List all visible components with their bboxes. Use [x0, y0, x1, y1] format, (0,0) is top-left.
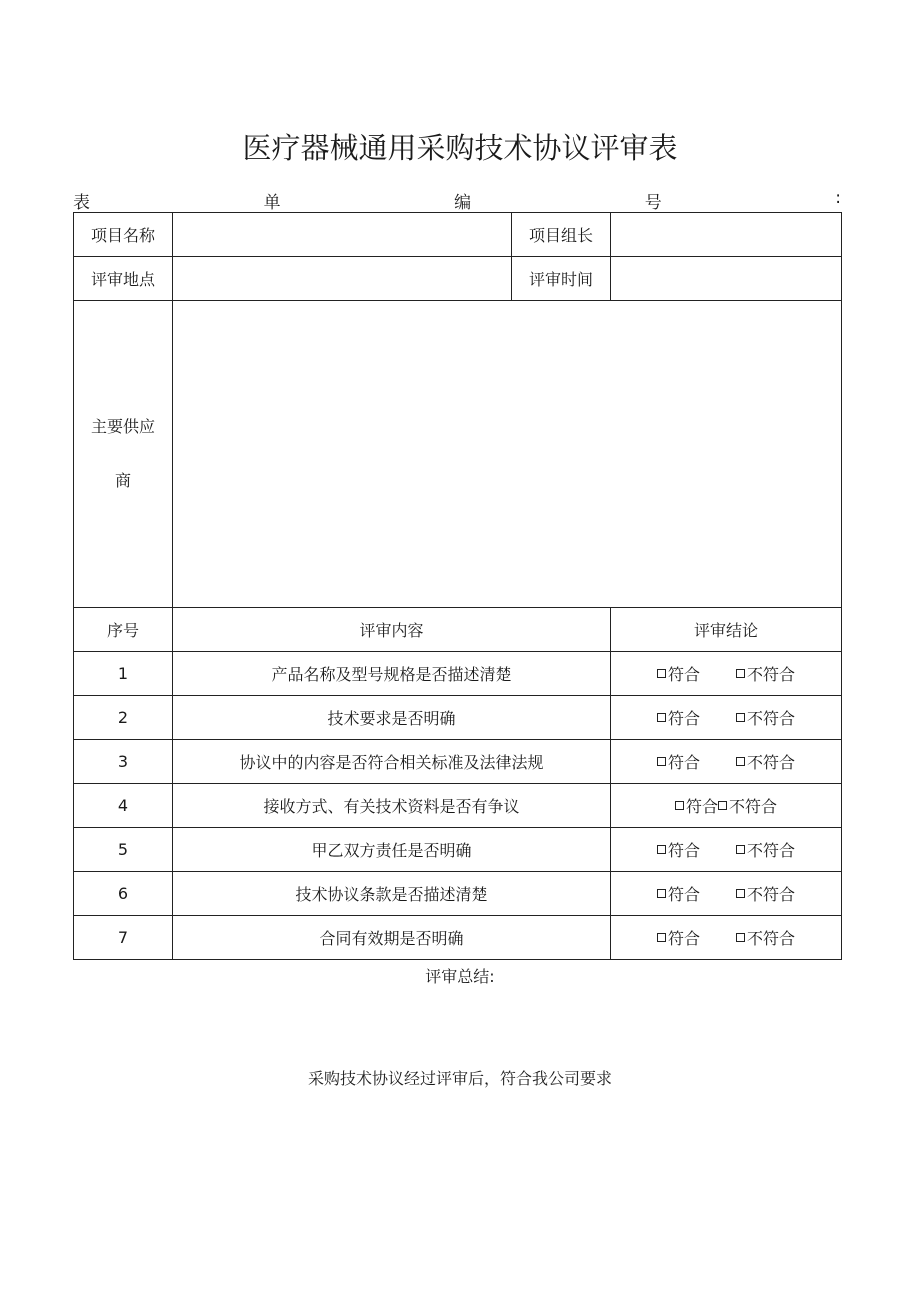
- row-index: 4: [74, 784, 173, 828]
- row-index: 3: [74, 740, 173, 784]
- row-content: 技术要求是否明确: [173, 696, 611, 740]
- checkbox-yes[interactable]: [657, 713, 666, 722]
- row-conclusion: [611, 872, 842, 916]
- checkbox-yes[interactable]: [657, 933, 666, 942]
- project-row: [74, 213, 842, 257]
- review-table-header: [74, 608, 842, 652]
- option-yes[interactable]: [657, 926, 700, 949]
- suppliers-label-line2: 商: [114, 471, 131, 490]
- option-yes[interactable]: [657, 750, 700, 773]
- option-label-yes: 符合: [668, 841, 701, 860]
- option-label-no: 不符合: [747, 885, 796, 904]
- form-number-char: :: [835, 188, 841, 208]
- option-label-yes: 符合: [668, 885, 701, 904]
- conclusion-options: [657, 838, 795, 861]
- option-no[interactable]: [736, 662, 795, 685]
- checkbox-yes[interactable]: [657, 669, 666, 678]
- row-content: 产品名称及型号规格是否描述清楚: [173, 652, 611, 696]
- project-name-label: 项目名称: [74, 213, 173, 257]
- row-content: 协议中的内容是否符合相关标准及法律法规: [173, 740, 611, 784]
- suppliers-row: [74, 301, 842, 608]
- page-title: 医疗器械通用采购技术协议评审表: [242, 131, 678, 165]
- project-name-field[interactable]: [173, 213, 512, 257]
- row-conclusion: [611, 828, 842, 872]
- conclusion-options: [657, 662, 795, 685]
- table-row: [74, 916, 842, 960]
- option-label-yes: 符合: [686, 797, 719, 816]
- option-label-yes: 符合: [668, 929, 701, 948]
- option-label-yes: 符合: [668, 665, 701, 684]
- row-content: 接收方式、有关技术资料是否有争议: [173, 784, 611, 828]
- form-number-char: 表: [73, 193, 90, 213]
- review-time-label: 评审时间: [512, 257, 611, 301]
- header-index: 序号: [74, 608, 173, 652]
- row-index: 7: [74, 916, 173, 960]
- review-location-field[interactable]: [173, 257, 512, 301]
- option-no[interactable]: [736, 750, 795, 773]
- location-row: [74, 257, 842, 301]
- checkbox-no[interactable]: [736, 669, 745, 678]
- table-row: [74, 828, 842, 872]
- conclusion-options: [675, 794, 777, 817]
- checkbox-yes[interactable]: [657, 845, 666, 854]
- option-no[interactable]: [736, 706, 795, 729]
- option-label-no: 不符合: [747, 841, 796, 860]
- conclusion-options: [657, 926, 795, 949]
- option-label-no: 不符合: [747, 665, 796, 684]
- row-conclusion: [611, 916, 842, 960]
- option-yes[interactable]: [657, 882, 700, 905]
- row-content: 合同有效期是否明确: [173, 916, 611, 960]
- form-number-char: 号: [644, 193, 662, 213]
- option-no[interactable]: [736, 838, 795, 861]
- summary-text: 采购技术协议经过评审后，符合我公司要求: [307, 1069, 612, 1088]
- table-row: [74, 652, 842, 696]
- project-leader-label: 项目组长: [512, 213, 611, 257]
- option-yes[interactable]: [657, 662, 700, 685]
- checkbox-no[interactable]: [736, 757, 745, 766]
- row-content: 甲乙双方责任是否明确: [173, 828, 611, 872]
- header-conclusion: 评审结论: [611, 608, 842, 652]
- checkbox-yes[interactable]: [675, 801, 684, 810]
- option-label-yes: 符合: [668, 709, 701, 728]
- checkbox-no[interactable]: [736, 889, 745, 898]
- option-label-yes: 符合: [668, 753, 701, 772]
- summary-label: 评审总结:: [425, 967, 495, 986]
- row-conclusion: [611, 784, 842, 828]
- row-conclusion: [611, 696, 842, 740]
- form-number-label: [73, 188, 841, 213]
- row-content: 技术协议条款是否描述清楚: [173, 872, 611, 916]
- row-index: 6: [74, 872, 173, 916]
- suppliers-label: [74, 301, 173, 608]
- option-no[interactable]: [736, 882, 795, 905]
- row-index: 1: [74, 652, 173, 696]
- header-content: 评审内容: [173, 608, 611, 652]
- table-row: [74, 740, 842, 784]
- table-row: [74, 784, 842, 828]
- suppliers-label-line1: 主要供应: [90, 417, 155, 436]
- checkbox-no[interactable]: [736, 713, 745, 722]
- option-no[interactable]: [736, 926, 795, 949]
- review-time-field[interactable]: [611, 257, 842, 301]
- option-no[interactable]: [718, 794, 777, 817]
- row-conclusion: [611, 740, 842, 784]
- checkbox-yes[interactable]: [657, 757, 666, 766]
- row-index: 5: [74, 828, 173, 872]
- suppliers-field[interactable]: [173, 301, 842, 608]
- conclusion-options: [657, 706, 795, 729]
- project-leader-field[interactable]: [611, 213, 842, 257]
- option-yes[interactable]: [657, 706, 700, 729]
- option-label-no: 不符合: [729, 797, 778, 816]
- row-index: 2: [74, 696, 173, 740]
- checkbox-yes[interactable]: [657, 889, 666, 898]
- option-label-no: 不符合: [747, 753, 796, 772]
- conclusion-options: [657, 882, 795, 905]
- option-yes[interactable]: [675, 794, 718, 817]
- table-row: [74, 696, 842, 740]
- option-label-no: 不符合: [747, 709, 796, 728]
- review-location-label: 评审地点: [74, 257, 173, 301]
- form-number-char: 单: [263, 193, 281, 213]
- checkbox-no[interactable]: [736, 933, 745, 942]
- checkbox-no[interactable]: [736, 845, 745, 854]
- checkbox-no[interactable]: [718, 801, 727, 810]
- conclusion-options: [657, 750, 795, 773]
- table-row: [74, 872, 842, 916]
- row-conclusion: [611, 652, 842, 696]
- form-number-char: 编: [454, 193, 472, 213]
- option-yes[interactable]: [657, 838, 700, 861]
- option-label-no: 不符合: [747, 929, 796, 948]
- review-form-table: [73, 212, 842, 960]
